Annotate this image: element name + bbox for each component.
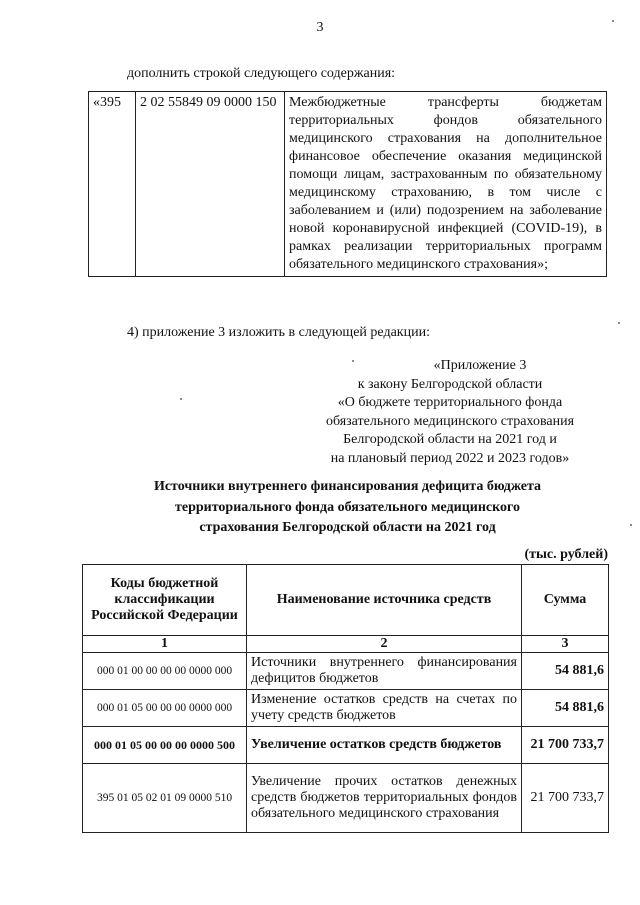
name-cell: Увеличение остатков средств бюджетов — [247, 727, 522, 764]
scan-speck — [352, 360, 354, 362]
table-row — [83, 727, 609, 764]
units-label: (тыс. рублей) — [524, 547, 608, 562]
column-number: 3 — [522, 636, 609, 653]
document-title — [88, 477, 607, 539]
name-cell: Увеличение прочих остатков денежных средств бюджетов территориальных фондов обязательного медицинского страхования — [247, 764, 522, 833]
scan-speck — [612, 20, 614, 22]
table-row — [89, 92, 607, 277]
title-line: Источники внутреннего финансирования дефицита бюджета — [153, 479, 542, 494]
appendix-heading — [300, 357, 600, 468]
page-number: 3 — [316, 20, 324, 35]
scan-speck — [630, 524, 632, 526]
appendix-line: Белгородской области на 2021 год и — [343, 432, 557, 447]
table-row — [83, 653, 609, 690]
appendix-line: «Приложение 3 — [433, 358, 527, 373]
name-cell: Источники внутреннего финансирования дефицитов бюджетов — [247, 653, 522, 690]
admin-code-cell: «395 — [89, 92, 136, 277]
item-four-text: 4) приложение 3 изложить в следующей редакции: — [127, 325, 430, 340]
description-cell: Межбюджетные трансферты бюджетам территориальных фондов обязательного медицинского страхования на дополнительное финансовое обеспечение оказания медицинской помощи лицам, застрахованным по обязательному медицинскому страхованию, в том числе с заболеванием и (или) подозрением на заболевание новой коронавирусной инфекцией (COVID-19), в рамках реализации территориальных программ обязательного медицинского страхования»; — [285, 92, 607, 277]
appendix-line: к закону Белгородской области — [357, 376, 543, 392]
column-number: 2 — [247, 636, 522, 653]
appendix-line: на плановый период 2022 и 2023 годов» — [330, 450, 570, 466]
budget-code-cell: 2 02 55849 09 0000 150 — [136, 92, 285, 277]
header-codes: Коды бюджетной классификации Российской Федерации — [83, 565, 247, 636]
title-line: страхования Белгородской области на 2021 год — [199, 520, 496, 535]
sum-cell: 21 700 733,7 — [522, 764, 609, 833]
header-name: Наименование источника средств — [247, 565, 522, 636]
column-number: 1 — [83, 636, 247, 653]
code-cell: 000 01 05 00 00 00 0000 000 — [83, 690, 247, 727]
table-row — [83, 764, 609, 833]
table-row — [83, 690, 609, 727]
sum-cell: 54 881,6 — [522, 653, 609, 690]
name-cell: Изменение остатков средств на счетах по учету средств бюджетов — [247, 690, 522, 727]
title-line: территориального фонда обязательного медицинского — [175, 499, 520, 515]
appendix-line: «О бюджете территориального фонда — [337, 395, 563, 410]
inserted-row-table — [88, 91, 607, 277]
scan-speck — [180, 398, 182, 400]
code-cell: 000 01 05 00 00 00 0000 500 — [83, 727, 247, 764]
column-number-row — [83, 636, 609, 653]
sum-cell: 21 700 733,7 — [522, 727, 609, 764]
table-header-row — [83, 565, 609, 636]
header-sum: Сумма — [522, 565, 609, 636]
code-cell: 000 01 00 00 00 00 0000 000 — [83, 653, 247, 690]
sum-cell: 54 881,6 — [522, 690, 609, 727]
appendix-line: обязательного медицинского страхования — [325, 413, 575, 429]
code-cell: 395 01 05 02 01 09 0000 510 — [83, 764, 247, 833]
sources-table — [82, 564, 609, 833]
intro-text: дополнить строкой следующего содержания: — [127, 66, 396, 81]
scan-speck — [618, 322, 620, 324]
